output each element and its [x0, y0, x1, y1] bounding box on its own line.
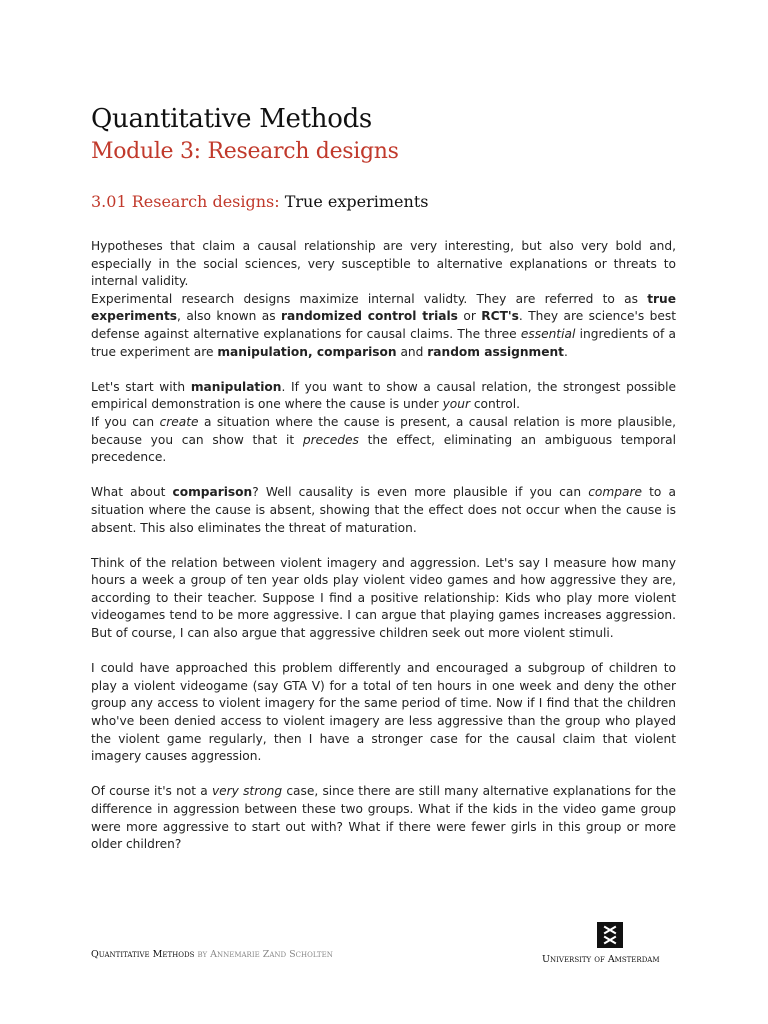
paragraph-violent-imagery: Think of the relation between violent imagery and aggression. Let's say I measure how many hours a week a group of ten year olds play violent video games and how aggressive they are, according to their teacher. Suppose I find a positive relationship: Kids who play more violent videogames tend to be more aggressive. I can argue that playing games increases aggression. But of course, I can also argue that aggressive children seek out more violent stimuli. — [91, 555, 676, 641]
footer-credit — [91, 949, 333, 960]
section-number: 3.01 Research designs: — [91, 192, 285, 211]
page-title: Quantitative Methods — [91, 104, 372, 134]
paragraph-comparison: What about comparison? Well causality is even more plausible if you can compare to a situation where the cause is absent, showing that the effect does not occur when the cause is absent. This also eliminates the threat of maturation. — [91, 485, 676, 535]
paragraph-intro: Hypotheses that claim a causal relationship are very interesting, but also very bold and, especially in the social sciences, very susceptible to alternative explanations or threats to internal validity. — [91, 239, 676, 289]
footer-course: Quantitative Methods — [91, 949, 195, 960]
section-heading — [91, 192, 428, 211]
module-heading: Module 3: Research designs — [91, 139, 399, 164]
university-crest-icon — [597, 922, 623, 948]
paragraph-create: If you can create a situation where the cause is present, a causal relation is more plausible, because you can show that it precedes the effect, eliminating an ambiguous temporal precedence. — [91, 414, 677, 465]
paragraph-experiments: Experimental research designs maximize internal validty. They are referred to as true experiments, also known as randomized control trials or RCT's. They are science's best defense against alternative explanations for causal claims. The three essential ingredients of a true experiment are manipulation, comparison and random assignment. — [91, 291, 676, 359]
section-title: True experiments — [284, 192, 429, 211]
university-name: University of Amsterdam — [542, 954, 660, 965]
body-text — [91, 238, 676, 854]
paragraph-manipulation: Let's start with manipulation. If you want to show a causal relation, the strongest possible empirical demonstration is one where the cause is under your control. — [91, 379, 676, 412]
paragraph-alternatives: Of course it's not a very strong case, since there are still many alternative explanations for the difference in aggression between these two groups. What if the kids in the video game group were more aggressive to start out with? What if there were fewer girls in this group or more older children? — [91, 784, 676, 852]
paragraph-approach: I could have approached this problem differently and encouraged a subgroup of children to play a violent videogame (say GTA V) for a total of ten hours in one week and deny the other group any access to violent imagery for the same period of time. Now if I find that the children who've been denied access to violent imagery are less aggressive than the group who played the violent game regularly, then I have a stronger case for the causal claim that violent imagery causes aggression. — [91, 661, 676, 764]
footer-author: by Annemarie Zand Scholten — [194, 949, 333, 960]
